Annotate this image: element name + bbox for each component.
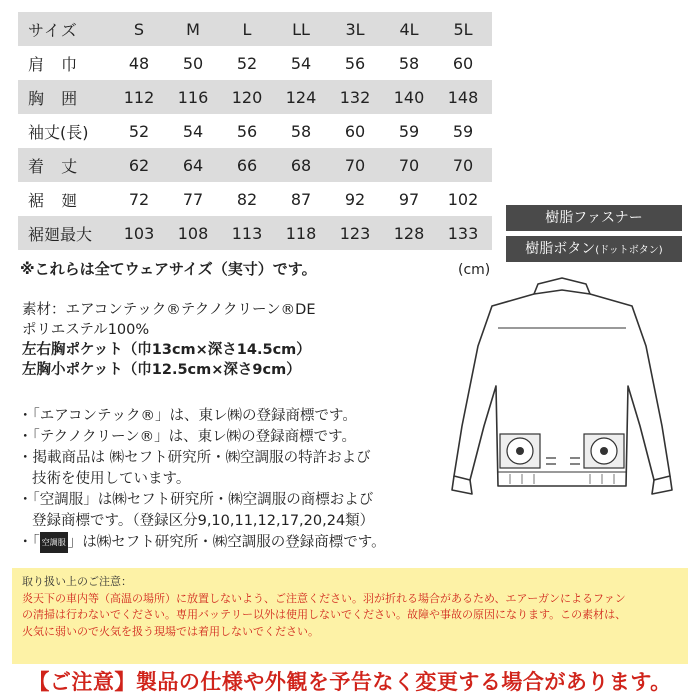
fan-right-icon <box>584 434 624 468</box>
header-label: サイズ <box>28 20 78 40</box>
table-row <box>18 80 492 114</box>
table-cell: 77 <box>182 189 204 209</box>
list-item: ・掲載商品は ㈱セフト研究所・㈱空調服の特許および <box>18 450 371 466</box>
row-label: 裾 廻 <box>28 190 84 210</box>
trademark-notes <box>18 406 468 554</box>
header-col: 5L <box>453 19 473 39</box>
row-label: 袖丈(長) <box>28 122 89 142</box>
table-cell: 87 <box>290 189 312 209</box>
kuchofuku-logo: 空調服 <box>40 532 68 553</box>
table-cell: 148 <box>447 87 479 107</box>
table-cell: 112 <box>123 87 155 107</box>
table-cell: 92 <box>344 189 366 209</box>
table-cell: 70 <box>452 155 474 175</box>
table-cell: 118 <box>285 223 317 243</box>
table-row <box>18 182 492 216</box>
spec-block <box>22 300 316 380</box>
header-col: S <box>133 19 145 39</box>
table-cell: 52 <box>128 121 150 141</box>
table-cell: 56 <box>344 53 366 73</box>
header-col: L <box>242 19 252 39</box>
size-table <box>18 12 492 250</box>
button-tag-main: 樹脂ボタン <box>525 241 596 257</box>
jacket-back-illustration <box>440 276 685 516</box>
table-cell: 70 <box>344 155 366 175</box>
table-cell: 64 <box>182 155 204 175</box>
table-cell: 140 <box>393 87 425 107</box>
table-cell: 54 <box>182 121 204 141</box>
unit-label: (cm) <box>458 262 491 278</box>
caution-line: 火気に弱いので火気を扱う現場では着用しないでください。 <box>22 624 319 638</box>
row-label: 胸 囲 <box>28 88 84 108</box>
spec-change-notice: 【ご注意】製品の仕様や外観を予告なく変更する場合があります。 <box>28 670 672 694</box>
table-cell: 60 <box>452 53 474 73</box>
list-item: ・「エアコンテック®」は、東レ㈱の登録商標です。 <box>18 408 357 424</box>
caution-heading: 取り扱い上のご注意： <box>22 575 132 588</box>
list-item-cont: 登録商標です。（登録区分9,10,11,12,17,20,24類） <box>32 513 375 529</box>
table-row <box>18 148 492 182</box>
table-cell: 103 <box>123 223 155 243</box>
table-cell: 52 <box>236 53 258 73</box>
table-cell: 56 <box>236 121 258 141</box>
list-item: ・「テクノクリーン®」は、東レ㈱の登録商標です。 <box>18 429 356 445</box>
button-tag <box>506 236 682 262</box>
table-cell: 68 <box>290 155 312 175</box>
table-cell: 82 <box>236 189 258 209</box>
table-cell: 50 <box>182 53 204 73</box>
caution-line: 炎天下の車内等（高温の場所）に放置しないよう、ご注意ください。羽が折れる場合があるため、エアーガンによるファン <box>22 591 626 605</box>
header-col: 3L <box>345 19 365 39</box>
caution-box <box>12 568 688 664</box>
button-tag-sub: (ドットボタン) <box>595 245 663 256</box>
table-cell: 59 <box>452 121 474 141</box>
table-cell: 102 <box>447 189 479 209</box>
header-col: M <box>186 19 200 39</box>
table-cell: 48 <box>128 53 150 73</box>
table-row <box>18 216 492 250</box>
composition-text: ポリエステル100% <box>22 322 150 338</box>
chest-pocket-text: 左右胸ポケット（巾13cm×深さ14.5cm） <box>22 342 311 358</box>
row-label: 肩 巾 <box>28 54 84 74</box>
fan-left-icon <box>500 434 540 468</box>
table-cell: 70 <box>398 155 420 175</box>
table-cell: 108 <box>177 223 209 243</box>
table-row <box>18 46 492 80</box>
list-item: ・「空調服」は㈱セフト研究所・㈱空調服の商標および <box>18 492 374 508</box>
caution-line: の清掃は行わないでください。専用バッテリー以外は使用しないでください。故障や事故の原因になります。この素材は、 <box>22 608 627 621</box>
table-cell: 97 <box>398 189 420 209</box>
table-row <box>18 114 492 148</box>
material-text: 素材：エアコンテック®テクノクリーン®DE <box>22 302 316 318</box>
table-cell: 132 <box>339 87 371 107</box>
table-cell: 59 <box>398 121 420 141</box>
header-col: LL <box>292 19 310 39</box>
table-cell: 133 <box>447 223 479 243</box>
table-cell: 116 <box>177 87 209 107</box>
table-cell: 72 <box>128 189 150 209</box>
list-item-prefix: ・「 <box>18 534 40 551</box>
table-cell: 62 <box>128 155 150 175</box>
table-cell: 60 <box>344 121 366 141</box>
list-item-cont: 技術を使用しています。 <box>32 471 191 487</box>
row-label: 着 丈 <box>28 156 84 176</box>
size-table-header <box>18 12 492 46</box>
table-cell: 58 <box>398 53 420 73</box>
table-cell: 113 <box>231 223 263 243</box>
table-cell: 123 <box>339 223 371 243</box>
small-pocket-text: 左胸小ポケット（巾12.5cm×深さ9cm） <box>22 362 301 378</box>
table-cell: 54 <box>290 53 312 73</box>
table-cell: 58 <box>290 121 312 141</box>
size-note: ※これらは全てウェアサイズ（実寸）です。 <box>20 260 317 278</box>
table-cell: 124 <box>285 87 317 107</box>
body-outline <box>454 294 670 486</box>
header-col: 4L <box>399 19 419 39</box>
table-cell: 66 <box>236 155 258 175</box>
row-label: 裾廻最大 <box>28 224 93 244</box>
list-item-text: 」は㈱セフト研究所・㈱空調服の登録商標です。 <box>67 534 386 551</box>
fastener-tag: 樹脂ファスナー <box>506 205 682 231</box>
collar-outline <box>534 278 590 294</box>
table-cell: 120 <box>231 87 263 107</box>
list-item <box>18 532 468 554</box>
table-cell: 128 <box>393 223 425 243</box>
